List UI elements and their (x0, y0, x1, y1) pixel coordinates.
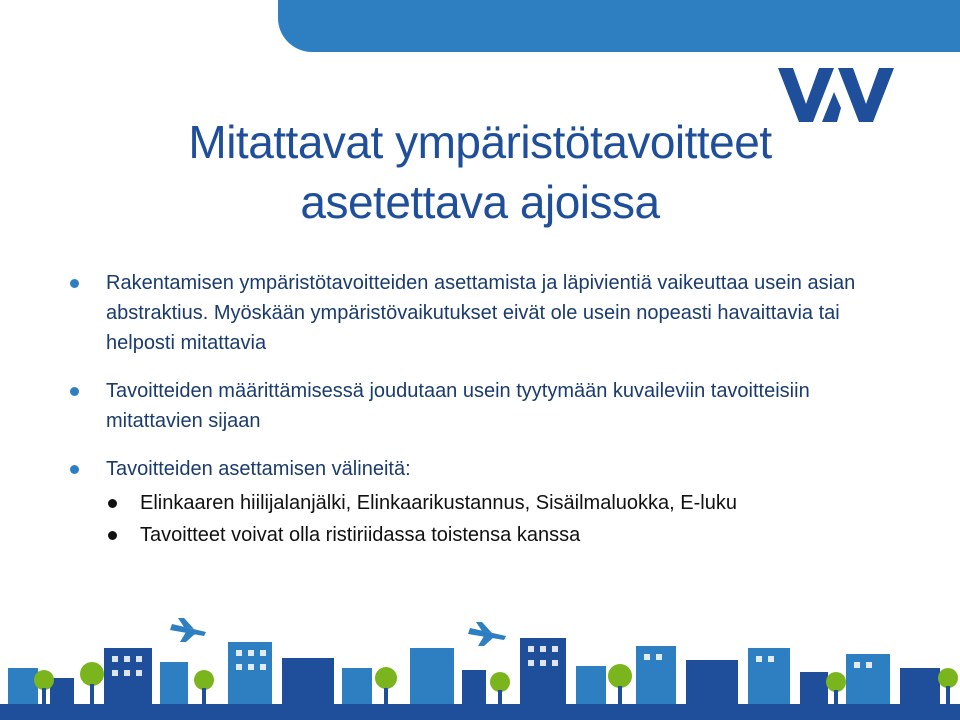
bullet-text: Rakentamisen ympäristötavoitteiden asettamista ja läpivientiä vaikeuttaa usein asian abstraktius. Myöskään ympäristövaikutukset eivät ole usein nopeasti havaittavia tai helposti mitattavia (106, 272, 856, 354)
slide-content (70, 268, 900, 550)
bullet-item (70, 376, 900, 436)
airplane-icon (170, 618, 206, 642)
slide-title (0, 112, 960, 232)
header-band (278, 0, 960, 52)
sub-bullet-item (70, 488, 900, 518)
building-icon (8, 638, 940, 704)
cityscape-illustration (0, 618, 960, 720)
bullet-text: Tavoitteiden määrittämisessä joudutaan usein tyytymään kuvaileviin tavoitteisiin mitattavien sijaan (106, 380, 810, 432)
sub-bullet-item (70, 520, 900, 550)
title-line-1: Mitattavat ympäristötavoitteet (188, 116, 772, 168)
bullet-item (70, 454, 900, 484)
bullet-dot-icon (70, 387, 79, 396)
airplane-icon (468, 622, 506, 646)
sub-bullet-dot-icon (108, 499, 117, 508)
bullet-dot-icon (70, 465, 79, 474)
bullet-dot-icon (70, 279, 79, 288)
ground-strip (0, 704, 960, 720)
sub-bullet-dot-icon (108, 531, 117, 540)
title-line-2: asetettava ajoissa (300, 176, 660, 228)
sub-bullet-text: Tavoitteet voivat olla ristiriidassa toistensa kanssa (140, 524, 581, 546)
bullet-item (70, 268, 900, 358)
sub-bullet-text: Elinkaaren hiilijalanjälki, Elinkaarikustannus, Sisäilmaluokka, E-luku (140, 492, 737, 514)
bullet-text: Tavoitteiden asettamisen välineitä: (106, 458, 411, 480)
